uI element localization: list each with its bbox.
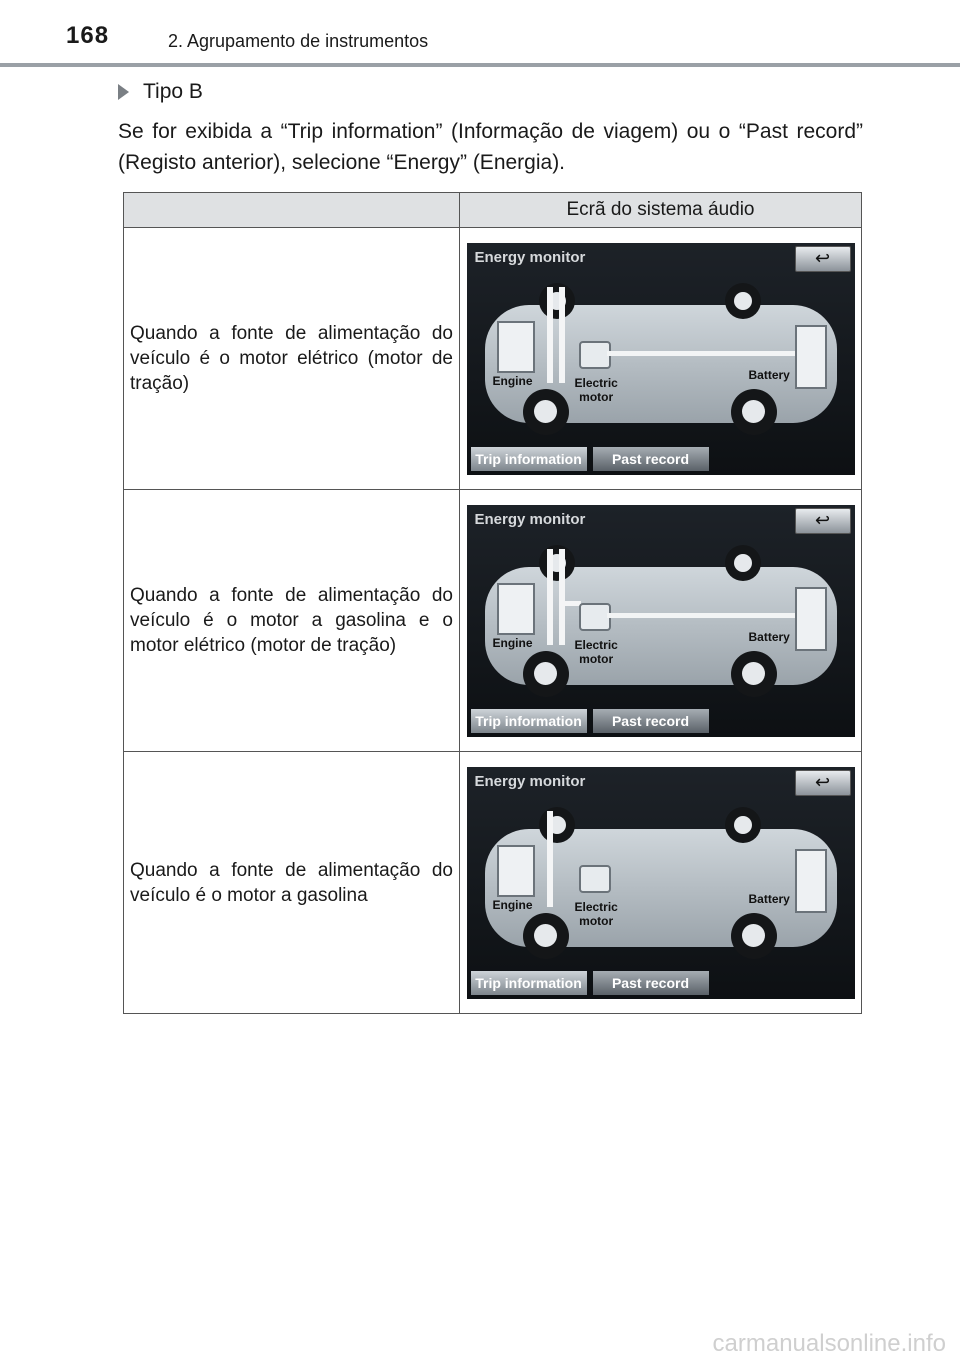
battery-label: Battery <box>748 891 790 906</box>
battery-flow-line <box>607 351 797 356</box>
power-flow-arrow <box>547 811 553 907</box>
power-flow-arrow <box>559 601 581 606</box>
row-screen-cell <box>460 752 862 1014</box>
table-header-row <box>124 193 862 228</box>
power-flow-arrow <box>559 549 565 645</box>
wheel-icon <box>731 389 777 435</box>
table-row <box>124 228 862 490</box>
power-flow-arrow <box>547 549 553 645</box>
wheel-icon <box>731 651 777 697</box>
screen-title: Energy monitor <box>474 510 586 528</box>
screen-title: Energy monitor <box>474 772 586 790</box>
wheel-icon <box>539 283 575 319</box>
row-description: Quando a fonte de alimentação do veículo é o motor a gasolina <box>124 752 460 1014</box>
engine-label: Engine <box>492 897 533 912</box>
intro-paragraph: Se for exibida a “Trip information” (Informação de viagem) ou o “Past record” (Registo anterior), selecione “Energy” (Energia). <box>118 120 863 174</box>
engine-icon <box>497 845 535 897</box>
engine-icon <box>497 321 535 373</box>
motor-label <box>575 376 618 404</box>
motor-label-line2: motor <box>579 651 614 666</box>
table-row <box>124 752 862 1014</box>
row-screen-cell <box>460 490 862 752</box>
motor-label-line2: motor <box>579 389 614 404</box>
wheel-icon <box>539 545 575 581</box>
past-record-button[interactable]: Past record <box>593 709 709 733</box>
battery-label: Battery <box>748 629 790 644</box>
header-rule <box>0 63 960 67</box>
table-header-audio-screen: Ecrã do sistema áudio <box>460 193 862 228</box>
wheel-icon <box>523 651 569 697</box>
engine-label: Engine <box>492 635 533 650</box>
wheel-icon <box>725 283 761 319</box>
engine-label: Engine <box>492 373 533 388</box>
motor-label-line1: Electric <box>574 637 618 652</box>
battery-icon <box>795 587 827 651</box>
page-header <box>0 0 960 68</box>
table-header-empty <box>124 193 460 228</box>
screen-title: Energy monitor <box>474 248 586 266</box>
battery-icon <box>795 325 827 389</box>
back-button[interactable]: ↩ <box>795 770 851 796</box>
power-flow-arrow <box>547 287 553 383</box>
past-record-button[interactable]: Past record <box>593 971 709 995</box>
row-description: Quando a fonte de alimentação do veículo é o motor elétrico (motor de tração) <box>124 228 460 490</box>
row-screen-cell <box>460 228 862 490</box>
back-button[interactable]: ↩ <box>795 508 851 534</box>
energy-monitor-screen <box>467 767 855 999</box>
wheel-icon <box>523 389 569 435</box>
triangle-bullet-icon <box>118 84 129 100</box>
wheel-icon <box>725 545 761 581</box>
power-flow-arrow <box>559 287 565 383</box>
energy-monitor-screen <box>467 243 855 475</box>
page-number: 168 <box>66 22 110 49</box>
engine-icon <box>497 583 535 635</box>
battery-icon <box>795 849 827 913</box>
subheading-text: Tipo B <box>143 80 203 103</box>
wheel-icon <box>539 807 575 843</box>
motor-label <box>575 638 618 666</box>
watermark: carmanualsonline.info <box>712 1330 946 1357</box>
section-title: 2. Agrupamento de instrumentos <box>168 31 429 51</box>
energy-monitor-table <box>123 192 862 1014</box>
motor-label-line2: motor <box>579 913 614 928</box>
table-row <box>124 490 862 752</box>
wheel-icon <box>725 807 761 843</box>
trip-information-button[interactable]: Trip information <box>471 971 587 995</box>
subheading <box>118 80 203 104</box>
back-button[interactable]: ↩ <box>795 246 851 272</box>
electric-motor-icon <box>579 865 611 893</box>
motor-label-line1: Electric <box>574 375 618 390</box>
motor-label-line1: Electric <box>574 899 618 914</box>
wheel-icon <box>731 913 777 959</box>
past-record-button[interactable]: Past record <box>593 447 709 471</box>
trip-information-button[interactable]: Trip information <box>471 709 587 733</box>
wheel-icon <box>523 913 569 959</box>
trip-information-button[interactable]: Trip information <box>471 447 587 471</box>
energy-monitor-screen <box>467 505 855 737</box>
motor-label <box>575 900 618 928</box>
battery-flow-line <box>607 613 797 618</box>
battery-label: Battery <box>748 367 790 382</box>
row-description: Quando a fonte de alimentação do veículo é o motor a gasolina e o motor elétrico (motor de tração) <box>124 490 460 752</box>
